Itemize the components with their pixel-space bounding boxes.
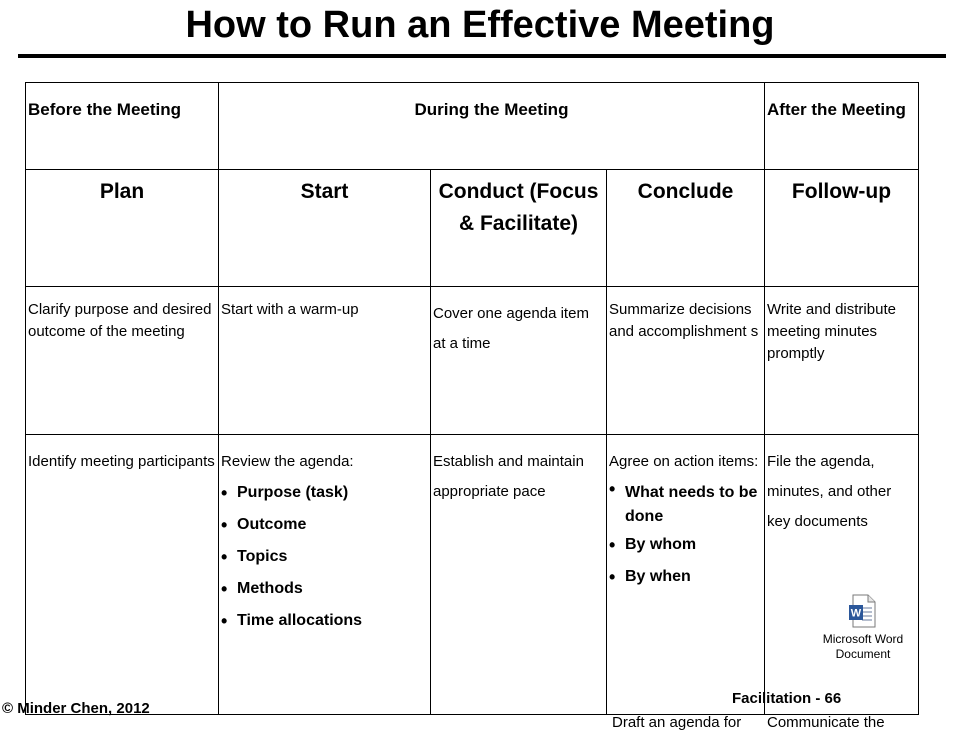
cell-followup-2: File the agenda, minutes, and other key documents xyxy=(765,435,919,715)
list-item: • Time allocations xyxy=(221,605,428,637)
table-row xyxy=(26,435,919,715)
svg-text:W: W xyxy=(850,607,862,620)
column-conclude: Conclude xyxy=(607,170,765,287)
list-item: • Outcome xyxy=(221,509,428,541)
meeting-table xyxy=(25,82,919,715)
column-conduct: Conduct (Focus & Facilitate) xyxy=(431,170,607,287)
cell-start-1: Start with a warm-up xyxy=(219,287,431,435)
column-followup: Follow-up xyxy=(765,170,919,287)
page-title: How to Run an Effective Meeting xyxy=(185,4,775,46)
cell-followup-1: Write and distribute meeting minutes promptly xyxy=(765,287,919,435)
title-rule xyxy=(18,54,946,58)
copyright-footer: © Minder Chen, 2012 xyxy=(2,700,150,717)
phase-during: During the Meeting xyxy=(219,83,765,170)
word-document-icon xyxy=(849,594,877,628)
start-intro: Review the agenda: xyxy=(221,453,354,470)
column-start: Start xyxy=(219,170,431,287)
table-row xyxy=(26,287,919,435)
cell-conclude-2 xyxy=(607,435,765,715)
phase-header-row xyxy=(26,83,919,170)
cell-plan-1: Clarify purpose and desired outcome of the meeting xyxy=(26,287,219,435)
cell-conduct-2: Establish and maintain appropriate pace xyxy=(431,435,607,715)
column-plan: Plan xyxy=(26,170,219,287)
list-item: • By when xyxy=(609,561,762,593)
phase-before: Before the Meeting xyxy=(26,83,219,170)
list-item: • Methods xyxy=(221,573,428,605)
conclude-intro: Agree on action items: xyxy=(609,453,759,470)
list-item: • What needs to be done xyxy=(609,477,762,529)
conclude-bullet-list xyxy=(609,477,762,593)
attachment-label-line1: Microsoft Word xyxy=(822,632,904,646)
list-item: • Topics xyxy=(221,541,428,573)
slide-number-footer: Facilitation - 66 xyxy=(732,690,842,707)
list-item: • Purpose (task) xyxy=(221,477,428,509)
list-item: • By whom xyxy=(609,529,762,561)
cell-conclude-1: Summarize decisions and accomplishment s xyxy=(607,287,765,435)
cell-conduct-1: Cover one agenda item at a time xyxy=(431,287,607,435)
cell-start-2 xyxy=(219,435,431,715)
phase-after: After the Meeting xyxy=(765,83,919,170)
attachment-label-line2: Document xyxy=(835,647,891,661)
cutoff-followup-text: Communicate the xyxy=(767,714,885,731)
cutoff-conclude-text: Draft an agenda for xyxy=(612,714,742,731)
cell-plan-2: Identify meeting participants xyxy=(26,435,219,715)
column-header-row xyxy=(26,170,919,287)
start-bullet-list xyxy=(221,477,428,637)
word-document-attachment[interactable] xyxy=(808,594,918,662)
